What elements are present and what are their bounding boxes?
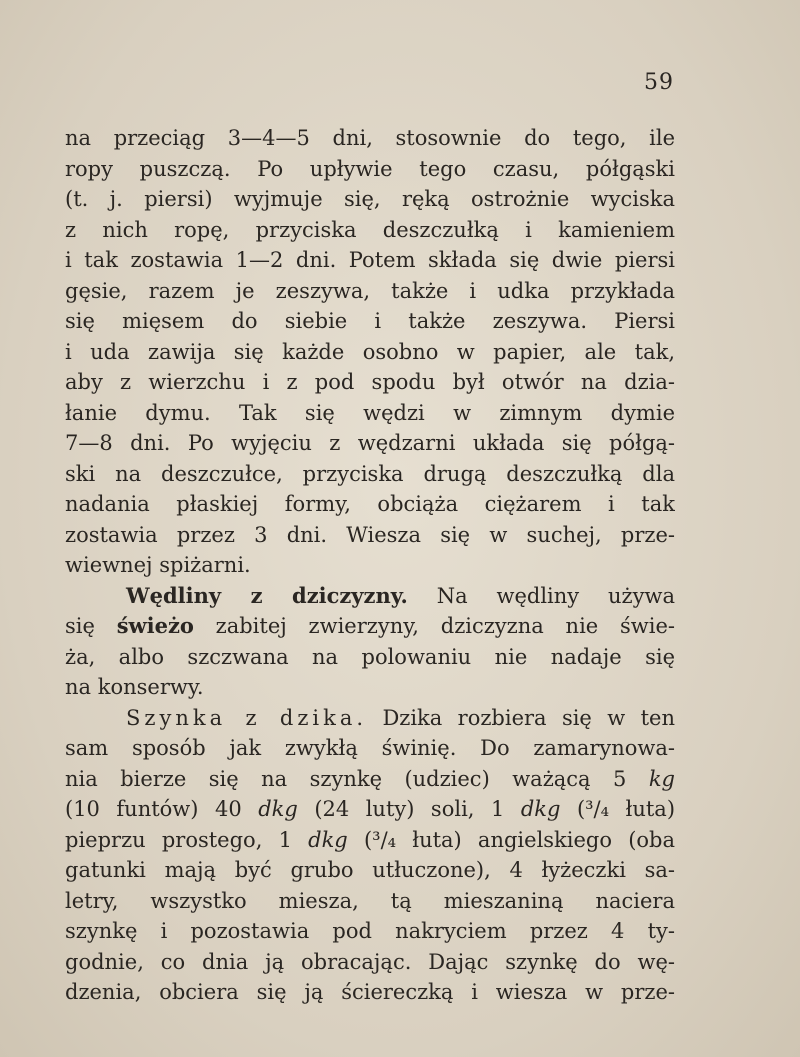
text-fragment: pieprzu prostego, 1	[65, 827, 292, 852]
text-line: gęsie, razem je zeszywa, także i udka przykłada	[65, 278, 675, 303]
text-line: ża, albo szczwana na polowaniu nie nadaje się	[65, 644, 675, 669]
text-line: na konserwy.	[65, 675, 204, 699]
text-fragment: zabitej zwierzyny, dziczyzna nie świe-	[215, 614, 675, 638]
text-fragment: Na wędliny używa	[436, 583, 675, 608]
unit-dkg: dkg	[308, 827, 348, 852]
text-line	[65, 581, 675, 612]
text-line	[65, 764, 675, 795]
section-heading-szynka: Szynka z dzika.	[126, 705, 368, 730]
text-line: 7—8 dni. Po wyjęciu z wędzarni układa się półgą-	[65, 431, 675, 455]
text-line	[65, 794, 675, 825]
text-line: aby z wierzchu i z pod spodu był otwór na dzia-	[65, 370, 675, 394]
text-line: (t. j. piersi) wyjmuje się, ręką ostrożnie wyciska	[65, 187, 675, 211]
text-line: letry, wszystko miesza, tą mieszaniną naciera	[65, 888, 675, 913]
paragraph-game-meats	[65, 581, 675, 703]
text-line: dzenia, obciera się ją ściereczką i wiesza w prze-	[65, 980, 675, 1004]
text-fragment: Dzika rozbiera się w ten	[382, 705, 675, 730]
text-line: zostawia przez 3 dni. Wiesza się w suchej, prze-	[65, 522, 675, 547]
text-line: na przeciąg 3—4—5 dni, stosownie do tego, ile	[65, 126, 675, 150]
text-line: ski na deszczułce, przyciska drugą deszczułką dla	[65, 461, 675, 486]
text-line	[65, 703, 675, 734]
text-block	[65, 123, 675, 1008]
text-line: sam sposób jak zwykłą świnię. Do zamarynowa-	[65, 736, 675, 760]
text-line	[65, 611, 675, 642]
text-line: i uda zawija się każde osobno w papier, ale tak,	[65, 339, 675, 364]
section-heading-wedliny: Wędliny z dziczyzny.	[126, 582, 408, 608]
text-fragment: się	[65, 614, 95, 638]
text-fragment: (³/₄ łuta)	[576, 797, 675, 821]
paragraph-goose-breast	[65, 123, 675, 581]
text-fragment: (10 funtów) 40	[65, 797, 242, 821]
text-line: z nich ropę, przyciska deszczułką i kamieniem	[65, 217, 675, 242]
unit-kg: kg	[648, 766, 675, 791]
text-line: nadania płaskiej formy, obciąża ciężarem i tak	[65, 492, 675, 516]
emphasis-fresh: świeżo	[116, 613, 194, 638]
text-line: szynkę i pozostawia pod nakryciem przez 4 ty-	[65, 919, 675, 943]
text-fragment: (³/₄ łuta) angielskiego (oba	[363, 827, 675, 852]
text-line: wiewnej spiżarni.	[65, 553, 251, 577]
unit-dkg: dkg	[520, 797, 561, 821]
text-line: łanie dymu. Tak się wędzi w zimnym dymie	[65, 400, 675, 425]
text-fragment: (24 luty) soli, 1	[314, 797, 505, 821]
page-number: 59	[644, 70, 674, 95]
text-line: ropy puszczą. Po upływie tego czasu, półgąski	[65, 156, 675, 181]
unit-dkg: dkg	[258, 797, 298, 821]
paragraph-boar-ham	[65, 703, 675, 1008]
text-line: i tak zostawia 1—2 dni. Potem składa się dwie piersi	[65, 248, 675, 272]
text-line: się mięsem do siebie i także zeszywa. Piersi	[65, 309, 675, 333]
text-line: gatunki mają być grubo utłuczone), 4 łyżeczki sa-	[65, 858, 675, 882]
text-fragment: nia bierze się na szynkę (udziec) ważącą 5	[65, 766, 627, 791]
text-line: godnie, co dnia ją obracając. Dając szynkę do wę-	[65, 949, 675, 974]
text-line	[65, 825, 675, 856]
